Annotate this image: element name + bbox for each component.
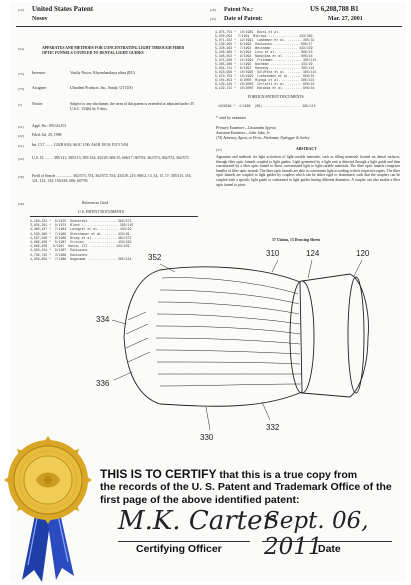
reference-row: 5,326,263 * 7/1994 Weissman ............. 433/229 <box>215 46 313 50</box>
date-line <box>262 541 392 542</box>
reference-row: 5,374,826 * 12/1994 Friedman .............. 385/115 <box>215 58 317 62</box>
references-rule <box>30 216 198 217</box>
certify-heading: THIS IS TO CERTIFY <box>100 467 217 481</box>
inid-code-57: (57) <box>216 148 222 152</box>
patent-number: US 6,208,788 B1 <box>310 5 359 13</box>
signature-line <box>118 541 250 542</box>
assistant-examiner: Assistant Examiner—John Juba, Jr. <box>216 131 271 135</box>
claims-count: 37 Claims, 13 Drawing Sheets <box>272 238 321 242</box>
reference-row: 3,190,232 * 6/1975 Sedzerski .............. 362/573 <box>30 219 132 223</box>
us-classification: U.S. Cl. ........ 385/121; 385/115; 385/134; 433/29; 606/15; 606/17; 607/93; 362/574; 362/572; 362/573 <box>32 156 189 160</box>
reference-row: 4,460,337 * 7/1984 Lundgrel et al. ......... 433/29 <box>30 227 132 232</box>
date-label: Date of Patent: <box>224 16 263 22</box>
references-title: References Cited <box>82 201 109 205</box>
certification-line-2: the records of the U. S. Patent and Trademark Office of the <box>100 481 392 493</box>
assignee: Ultradent Products, Inc., Sandy, UT (US) <box>70 86 133 90</box>
reference-row: 5,385,286 * 1/1995 Bachman ............... 433/29 <box>215 62 313 66</box>
officer-signature: M.K. Carter <box>118 506 275 536</box>
figure-label-124: 124 <box>306 249 320 258</box>
inid-code-56: (56) <box>18 202 24 206</box>
assignee-label: Assignee: <box>32 86 47 90</box>
reference-row: 5,139,495 * 8/1992 Daikuzono ............. 606/17 <box>215 42 313 46</box>
funnel-tip-outline <box>124 270 160 404</box>
inid-code-10: (10) <box>210 8 216 12</box>
references-subtitle: U.S. PATENT DOCUMENTS <box>78 210 124 214</box>
gold-seal-with-ribbon <box>0 430 110 585</box>
application-number: Appl. No.: 09/124,101 <box>32 124 67 128</box>
reference-row: 6,139,319 * 10/2000 Cerretti et al. ....... 606/15 <box>215 82 315 86</box>
certifying-officer-label: Certifying Officer <box>136 543 222 555</box>
inid-code-notice: (*) <box>18 103 23 107</box>
handwritten-date: Sept. 06, 2011 <box>264 508 369 560</box>
inid-code-54: (54) <box>18 47 24 51</box>
invention-title: APPARATUS AND METHODS FOR CONCENTRATING LIGHT THROUGH FIBER OPTIC FUNNELS COUPLED TO DENTAL LIGHT GUIDES <box>42 46 185 55</box>
header-rule <box>16 26 402 27</box>
figure-label-336: 336 <box>96 379 110 388</box>
foreign-reference: 1026596 * 4/1966 (GB) ................... 385/115 <box>218 104 316 108</box>
patent-date: Mar. 27, 2001 <box>328 16 363 22</box>
date-label-certificate: Date <box>318 543 341 555</box>
reference-row: 5,634,711 * 6/1997 Kennedy ............... 385/115 <box>215 66 315 70</box>
reference-row: 5,823,958 * 10/1998 Goldfine et al. ....... 385/115 <box>215 70 317 74</box>
reference-row: 6,129,721 * 10/2000 Kataoka et al. ........ 606/16 <box>215 86 315 90</box>
reference-row: 5,346,489 * 9/1994 Levy et al. ........... 606/15 <box>215 50 313 54</box>
references-list-continued <box>215 30 316 90</box>
inid-code-12: (12) <box>18 8 24 12</box>
inventor: Vasiliy Nosov, Khyrmlansksya ulitsa (RU) <box>70 71 135 75</box>
inid-code-75: (75) <box>18 72 24 76</box>
reference-row: 4,693,244 * 9/1987 Daikuzono <box>30 248 88 253</box>
reference-row: 5,030,093 7/1991 Mitrani ............... 433/364 <box>215 34 313 38</box>
reference-row: 4,875,754 * 10/1989 Bucsi et al. <box>215 30 281 34</box>
filed-date: Filed: Jul. 29, 1998 <box>32 133 62 137</box>
reference-row: 4,849,859 * 7/1989 Nagasawa ............... 385/134 <box>30 256 132 261</box>
notice-label: Notice: <box>32 102 44 106</box>
abstract-text: Apparatus and methods for light activation of light-curable materials, such as filling materials located on dental surfaces, through fiber optic funnels coupled to light guides. Light generated by a light unit is directed through a light guide and then concentrated by a fiber optic funnel to direct concentrated light to light-curable materials. The fiber optic funnels comprises bundles of fiber optic strands. The fiber optic funnels are able to concentrate light according to their respective tapers. The fiber optic funnels are coupled to light guides by couplers which can be either rigid or elastomeric such that the couplers can be coupled with a specific light guide or conformed to light guides having different diameters. A coupler can also enable a fiber optic funnel to pivot. <box>216 155 400 187</box>
funnel-outline <box>160 267 302 406</box>
foreign-references-title: FOREIGN PATENT DOCUMENTS <box>248 95 304 99</box>
reference-row: 4,539,380 * 7/1985 Steinhauer et al. ...... 433/29 <box>30 231 130 236</box>
int-classification: Int. Cl.7 ........ G02B 6/04; A61C 1/00; A61B 18/18; F21V 5/04 <box>32 143 129 147</box>
inid-code-52: (52) <box>18 157 24 161</box>
inid-code-58: (58) <box>18 175 24 179</box>
figure-label-120: 120 <box>356 249 370 258</box>
cited-by-examiner-note: * cited by examiner <box>216 116 247 120</box>
inid-code-21: (21) <box>18 125 24 129</box>
reference-row: 4,666,406 5/1987 Kanca, III ............. 433/229 <box>30 244 130 249</box>
patent-number-label: Patent No.: <box>224 7 253 13</box>
primary-examiner: Primary Examiner—Cassandra Spyrou <box>216 126 276 130</box>
inid-code-45: (45) <box>210 17 216 21</box>
reference-row: 4,736,745 * 4/1988 Daikuzono <box>30 252 88 257</box>
figure-label-310: 310 <box>266 249 280 258</box>
reference-row: 5,972,753 * 10/1999 Liebermann et al. ..... 606/15 <box>215 74 315 78</box>
reference-row: 5,348,552 * 9/1994 Nakajima et al. ....... 606/16 <box>215 54 313 58</box>
reference-row: 3,834,391 * 9/1974 Block ................... 385/115 <box>30 223 134 228</box>
reference-row: 4,597,030 * 6/1986 Brody et al. ........... 362/572 <box>30 235 132 240</box>
figure-label-334: 334 <box>96 315 110 324</box>
certification-line-3: first page of the above identified patent: <box>100 494 300 506</box>
document-title: United States Patent <box>32 5 94 13</box>
figure-label-332: 332 <box>266 423 280 432</box>
inventor-short-name: Nosov <box>32 16 48 22</box>
inid-code-22: (22) <box>18 134 24 138</box>
certify-line1-rest: that this is a true copy from <box>216 469 358 481</box>
reference-row: 6,104,853 * 8/2000 Miyagi et al. ......... 385/115 <box>215 78 315 82</box>
field-of-search: Field of Search ................. 362/573, 574, 362/572, 554; 433/29, 215; 606/2, 13, 14, 15, 17; 385/115, 116, 121, 123, 134; 156/418; 606; 607/93 <box>32 174 192 183</box>
abstract-title: ABSTRACT <box>296 147 317 151</box>
gold-seal <box>4 436 92 524</box>
reference-row: 4,666,406 * 5/1987 Ericson ................ 433/229 <box>30 240 132 245</box>
reference-row: 5,071,222 * 12/1991 Laakmann et al. ....... 385/31 <box>215 38 315 42</box>
certification-line-1 <box>100 468 357 481</box>
figure-label-330: 330 <box>200 433 214 442</box>
figure-label-352: 352 <box>148 253 162 262</box>
inid-code-73: (73) <box>18 87 24 91</box>
attorney: (74) Attorney, Agent, or Firm—Workman, Nydegger & Seeley <box>216 136 310 140</box>
inid-code-51: (51) <box>18 144 24 148</box>
notice: Subject to any disclaimer, the term of this patent is extended or adjusted under 35 U.S.C. 154(b) by 0 days. <box>70 102 194 111</box>
inventor-label: Inventor: <box>32 71 46 75</box>
